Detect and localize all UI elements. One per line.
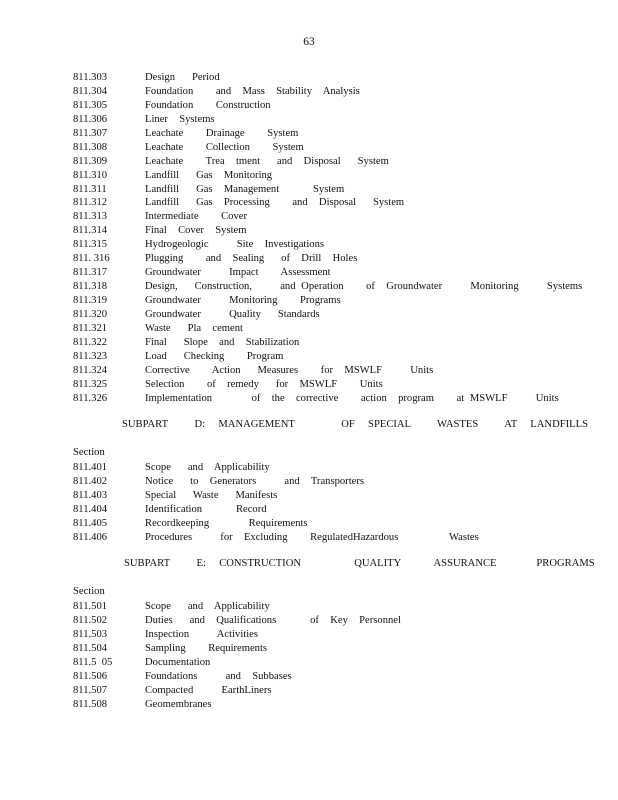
- section-number: 811.502: [73, 614, 108, 626]
- section-title: Procedures for Excluding RegulatedHazardous Wastes: [145, 531, 479, 543]
- section-number: 811.503: [73, 628, 108, 640]
- section-row: [0, 364, 618, 378]
- section-number: 811.310: [73, 169, 108, 181]
- section-number: 811.307: [73, 127, 108, 139]
- section-row: [0, 461, 618, 475]
- section-number: 811.317: [73, 267, 108, 279]
- section-row: [0, 99, 618, 113]
- section-row: [0, 71, 618, 85]
- section-row: [0, 224, 618, 238]
- section-number: 811.406: [73, 531, 108, 543]
- section-number: 811.321: [73, 322, 108, 334]
- section-row: [0, 322, 618, 336]
- section-row: [0, 698, 618, 712]
- section-title: Notice to Generators and Transporters: [145, 475, 365, 487]
- section-number: 811.314: [73, 225, 108, 237]
- subpart-d-section-list: [0, 461, 618, 545]
- section-number: 811.324: [73, 364, 108, 376]
- section-number: 811.404: [73, 503, 108, 515]
- section-row: [0, 210, 618, 224]
- subpart-e-heading: SUBPART E: CONSTRUCTION QUALITY ASSURANCE PROGRAMS: [124, 558, 595, 569]
- section-number: 811.401: [73, 462, 108, 473]
- section-number: 811.506: [73, 670, 108, 682]
- section-number: 811.405: [73, 517, 108, 529]
- section-row: [0, 517, 618, 531]
- section-title: Selection of remedy for MSWLF Units: [145, 378, 383, 390]
- section-row: [0, 475, 618, 489]
- section-number: 811.508: [73, 698, 108, 710]
- section-row: [0, 294, 618, 308]
- section-row: [0, 183, 618, 197]
- subpart-e-section-label: Section: [73, 586, 105, 597]
- section-row: [0, 252, 618, 266]
- section-title: Design, Construction, and Operation of Groundwater Monitoring Systems: [145, 281, 583, 293]
- subpart-d-section-label: Section: [73, 447, 105, 458]
- section-number: 811.507: [73, 684, 108, 696]
- section-number: 811.5 05: [73, 656, 113, 668]
- section-row: [0, 155, 618, 169]
- page-number: 63: [303, 36, 315, 48]
- subpart-c-section-list: [0, 71, 618, 406]
- section-title: Waste Pla cement: [145, 322, 243, 334]
- section-row: [0, 113, 618, 127]
- section-title: Compacted EarthLiners: [145, 684, 272, 696]
- section-title: Implementation of the corrective action program at MSWLF Units: [145, 392, 559, 404]
- section-row: [0, 350, 618, 364]
- section-title: Groundwater Quality Standards: [145, 308, 320, 320]
- section-title: Plugging and Sealing of Drill Holes: [145, 253, 358, 265]
- section-title: Foundations and Subbases: [145, 670, 292, 682]
- section-title: Recordkeeping Requirements: [145, 517, 308, 529]
- section-number: 811.313: [73, 211, 108, 223]
- section-row: [0, 670, 618, 684]
- section-number: 811.320: [73, 308, 108, 320]
- section-row: [0, 127, 618, 141]
- section-title: Groundwater Impact Assessment: [145, 267, 331, 279]
- section-row: [0, 614, 618, 628]
- section-title: Landfill Gas Monitoring: [145, 169, 273, 181]
- section-title: Foundation Construction: [145, 99, 271, 111]
- section-title: Landfill Gas Management System: [145, 183, 345, 195]
- section-number: 811.308: [73, 141, 108, 153]
- section-title: Liner Systems: [145, 113, 215, 125]
- section-row: [0, 628, 618, 642]
- section-title: Inspection Activities: [145, 628, 258, 640]
- section-number: 811.504: [73, 642, 108, 654]
- section-number: 811.403: [73, 489, 108, 501]
- section-title: Leachate Collection System: [145, 141, 304, 153]
- section-number: 811.322: [73, 336, 108, 348]
- section-title: Documentation: [145, 656, 211, 668]
- section-row: [0, 378, 618, 392]
- section-number: 811.304: [73, 85, 108, 97]
- section-title: Special Waste Manifests: [145, 489, 278, 501]
- section-row: [0, 503, 618, 517]
- section-number: 811.311: [73, 183, 107, 195]
- section-row: [0, 169, 618, 183]
- section-title: Final Slope and Stabilization: [145, 336, 300, 348]
- section-title: Design Period: [145, 72, 220, 83]
- section-title: Corrective Action Measures for MSWLF Units: [145, 364, 434, 376]
- section-title: Geomembranes: [145, 698, 212, 710]
- section-row: [0, 238, 618, 252]
- section-title: Landfill Gas Processing and Disposal System: [145, 197, 405, 209]
- section-title: Identification Record: [145, 503, 267, 515]
- section-row: [0, 600, 618, 614]
- section-title: Load Checking Program: [145, 350, 284, 362]
- section-row: [0, 489, 618, 503]
- section-number: 811.326: [73, 392, 108, 404]
- section-number: 811.306: [73, 113, 108, 125]
- section-row: [0, 531, 618, 545]
- section-title: Scope and Applicability: [145, 601, 270, 612]
- section-number: 811.323: [73, 350, 108, 362]
- section-title: Foundation and Mass Stability Analysis: [145, 85, 360, 97]
- section-number: 811. 316: [73, 253, 110, 265]
- section-number: 811.315: [73, 239, 108, 251]
- section-title: Hydrogeologic Site Investigations: [145, 239, 325, 251]
- section-title: Duties and Qualifications of Key Personnel: [145, 614, 401, 626]
- section-row: [0, 280, 618, 294]
- subpart-e-section-list: [0, 600, 618, 712]
- section-title: Scope and Applicability: [145, 462, 270, 473]
- subpart-d-heading: SUBPART D: MANAGEMENT OF SPECIAL WASTES AT LANDFILLS: [122, 419, 588, 430]
- section-row: [0, 336, 618, 350]
- section-number: 811.501: [73, 601, 108, 612]
- section-row: [0, 196, 618, 210]
- section-title: Intermediate Cover: [145, 211, 248, 223]
- section-title: Final Cover System: [145, 225, 247, 237]
- section-number: 811.303: [73, 72, 108, 83]
- section-title: Leachate Drainage System: [145, 127, 299, 139]
- section-number: 811.402: [73, 475, 108, 487]
- section-row: [0, 85, 618, 99]
- section-title: Sampling Requirements: [145, 642, 268, 654]
- section-number: 811.309: [73, 155, 108, 167]
- section-number: 811.325: [73, 378, 108, 390]
- section-number: 811.312: [73, 197, 108, 209]
- section-row: [0, 392, 618, 406]
- section-number: 811.318: [73, 281, 108, 293]
- section-number: 811.319: [73, 295, 108, 306]
- section-row: [0, 642, 618, 656]
- section-row: [0, 141, 618, 155]
- section-row: [0, 266, 618, 280]
- section-number: 811.305: [73, 99, 108, 111]
- section-row: [0, 656, 618, 670]
- section-row: [0, 684, 618, 698]
- section-row: [0, 308, 618, 322]
- section-title: Groundwater Monitoring Programs: [145, 295, 341, 306]
- section-title: Leachate Trea tment and Disposal System: [145, 155, 389, 167]
